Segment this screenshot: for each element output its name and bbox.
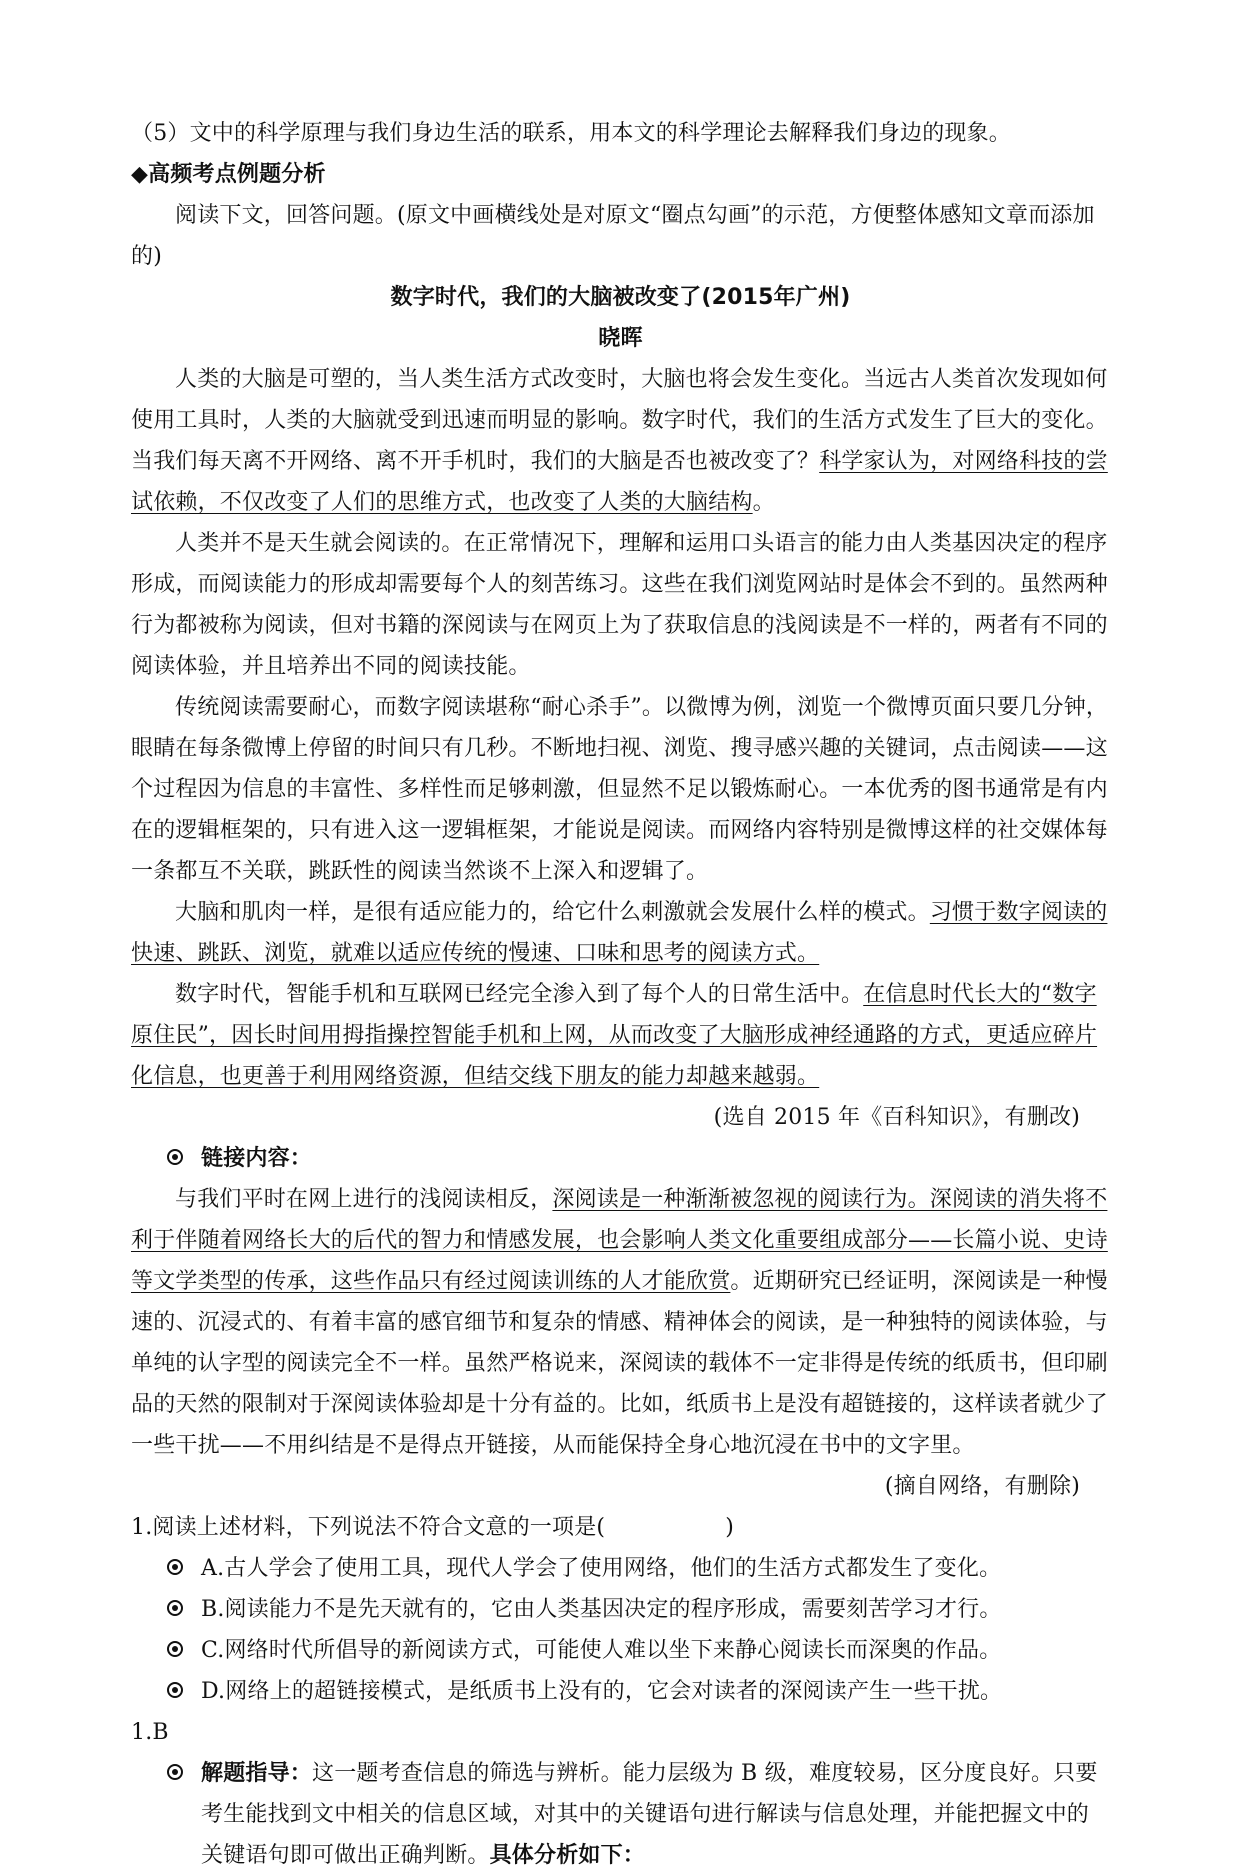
article-source: (选自 2015 年《百科知识》，有删改) xyxy=(713,1105,1080,1130)
answer-label: 1.B xyxy=(131,1720,169,1745)
link-paragraph xyxy=(131,1179,1110,1466)
intro-paragraph: 阅读下文，回答问题。(原文中画横线处是对原文“圈点勾画”的示范，方便整体感知文章而添加的) xyxy=(131,203,1095,269)
option-d xyxy=(131,1671,1110,1712)
p1-underlined: 科学家认为，对网络科技的尝试依赖，不仅改变了人们的思维方式，也改变了人类的大脑结构 xyxy=(131,449,1108,515)
option-a xyxy=(131,1548,1110,1589)
p5-underlined: 在信息时代长大的“数字原住民”，因长时间用拇指操控智能手机和上网，从而改变了大脑形成神经通路的方式，更适应碎片化信息，也更善于利用网络资源，但结交线下朋友的能力却越来越弱。 xyxy=(131,982,1098,1089)
question-stem-text: 1.阅读上述材料，下列说法不符合文意的一项是( xyxy=(131,1515,606,1540)
link-heading-line xyxy=(131,1138,1110,1179)
p1-text: 人类的大脑是可塑的，当人类生活方式改变时，大脑也将会发生变化。当远古人类首次发现如何使用工具时，人类的大脑就受到迅速而明显的影响。数字时代，我们的生活方式发生了巨大的变化。当我们每天离不开网络、离不开手机时，我们的大脑是否也被改变了？ xyxy=(131,367,1108,474)
article-author: 晓晖 xyxy=(598,326,643,351)
article-paragraph-4 xyxy=(131,892,1110,974)
diamond-icon: ◆ xyxy=(131,162,149,187)
article-paragraph-2: 人类并不是天生就会阅读的。在正常情况下，理解和运用口头语言的能力由人类基因决定的程序形成，而阅读能力的形成却需要每个人的刻苦练习。这些在我们浏览网站时是体会不到的。虽然两种行为都被称为阅读，但对书籍的深阅读与在网页上为了获取信息的浅阅读是不一样的，两者有不同的阅读体验，并且培养出不同的阅读技能。 xyxy=(131,531,1108,679)
bullet-icon xyxy=(167,1559,183,1575)
guide-tail: 具体分析如下： xyxy=(489,1842,646,1868)
guide-heading: 解题指导： xyxy=(201,1760,313,1786)
link-text-a: 与我们平时在网上进行的浅阅读相反， xyxy=(175,1187,553,1212)
option-c-text: C.网络时代所倡导的新阅读方式，可能使人难以坐下来静心阅读长而深奥的作品。 xyxy=(201,1638,1002,1663)
section-heading-text: 高频考点例题分析 xyxy=(148,162,326,187)
question-stem-close: ) xyxy=(725,1515,734,1540)
article-paragraph-3: 传统阅读需要耐心，而数字阅读堪称“耐心杀手”。以微博为例，浏览一个微博页面只要几分钟，眼睛在每条微博上停留的时间只有几秒。不断地扫视、浏览、搜寻感兴趣的关键词，点击阅读——这个过程因为信息的丰富性、多样性而足够刺激，但显然不足以锻炼耐心。一本优秀的图书通常是有内在的逻辑框架的，只有进入这一逻辑框架，才能说是阅读。而网络内容特别是微博这样的社交媒体每一条都互不关联，跳跃性的阅读当然谈不上深入和逻辑了。 xyxy=(131,695,1109,884)
section-heading xyxy=(131,154,1110,195)
option-b xyxy=(131,1589,1110,1630)
guide-text: 这一题考查信息的筛选与辨析。能力层级为 B 级，难度较易，区分度良好。只要考生能找到文中相关的信息区域，对其中的关键语句进行解读与信息处理，并能把握文中的关键语句即可做出正确判断。 xyxy=(201,1761,1098,1868)
link-heading: 链接内容： xyxy=(201,1146,313,1171)
option-d-text: D.网络上的超链接模式，是纸质书上没有的，它会对读者的深阅读产生一些干扰。 xyxy=(201,1679,1003,1704)
article-paragraph-1 xyxy=(131,359,1110,523)
item-5: （5）文中的科学原理与我们身边生活的联系，用本文的科学理论去解释我们身边的现象。 xyxy=(131,121,1011,146)
bullet-icon xyxy=(167,1764,183,1780)
bullet-icon xyxy=(167,1641,183,1657)
bullet-icon xyxy=(167,1149,183,1165)
link-text-b: 。近期研究已经证明，深阅读是一种慢速的、沉浸式的、有着丰富的感官细节和复杂的情感、精神体会的阅读，是一种独特的阅读体验，与单纯的认字型的阅读完全不一样。虽然严格说来，深阅读的载体不一定非得是传统的纸质书，但印刷品的天然的限制对于深阅读体验却是十分有益的。比如，纸质书上是没有超链接的，这样读者就少了一些干扰——不用纠结是不是得点开链接，从而能保持全身心地沉浸在书中的文字里。 xyxy=(131,1269,1108,1458)
p5-text: 数字时代，智能手机和互联网已经完全渗入到了每个人的日常生活中。 xyxy=(175,982,864,1007)
guide-paragraph xyxy=(131,1753,1110,1876)
question-stem xyxy=(131,1507,1110,1548)
document-page xyxy=(131,113,1110,1876)
p4-underlined: 习惯于数字阅读的快速、跳跃、浏览，就难以适应传统的慢速、口味和思考的阅读方式。 xyxy=(131,900,1108,966)
bullet-icon xyxy=(167,1682,183,1698)
option-c xyxy=(131,1630,1110,1671)
link-source: (摘自网络，有删除) xyxy=(884,1474,1080,1499)
option-b-text: B.阅读能力不是先天就有的，它由人类基因决定的程序形成，需要刻苦学习才行。 xyxy=(201,1597,1002,1622)
p1-end: 。 xyxy=(752,490,775,515)
p4-text: 大脑和肌肉一样，是很有适应能力的，给它什么刺激就会发展什么样的模式。 xyxy=(175,900,930,925)
option-a-text: A.古人学会了使用工具，现代人学会了使用网络，他们的生活方式都发生了变化。 xyxy=(201,1556,1002,1581)
bullet-icon xyxy=(167,1600,183,1616)
article-title: 数字时代，我们的大脑被改变了(2015年广州) xyxy=(390,285,851,310)
link-underlined: 深阅读是一种渐渐被忽视的阅读行为。深阅读的消失将不利于伴随着网络长大的后代的智力和情感发展，也会影响人类文化重要组成部分——长篇小说、史诗等文学类型的传承，这些作品只有经过阅读训练的人才能欣赏 xyxy=(131,1187,1108,1294)
article-paragraph-5 xyxy=(131,974,1110,1097)
